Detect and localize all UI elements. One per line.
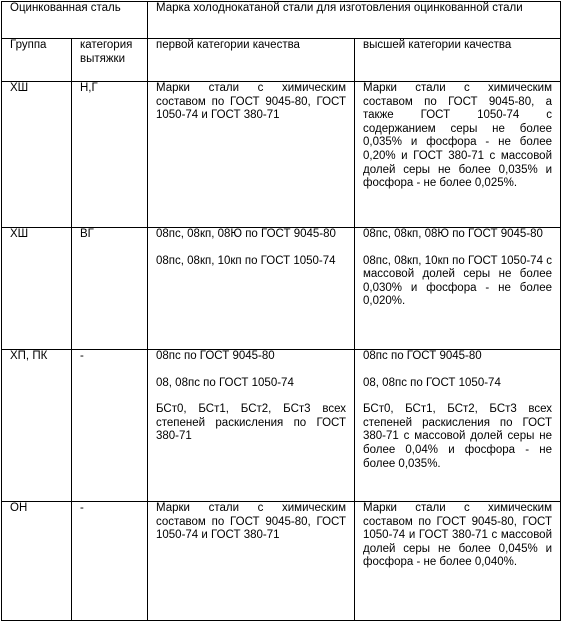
- cell-highest-quality: [355, 350, 561, 502]
- cell-paragraph: 08пс по ГОСТ 9045-80: [363, 350, 482, 362]
- cell-category: Н,Г: [72, 82, 148, 228]
- cell-highest-quality: [355, 228, 561, 350]
- header-galvanized-steel: Оцинкованная сталь: [2, 2, 148, 39]
- subheader-highest-quality: высшей категории качества: [355, 39, 561, 82]
- cell-paragraph: 08, 08пс по ГОСТ 1050-74: [156, 376, 294, 389]
- cell-category: -: [72, 350, 148, 502]
- cell-first-quality: [148, 82, 355, 228]
- cell-paragraph: Марки стали с химическим составом по ГОСТ 9045-80, ГОСТ 1050-74 и ГОСТ 380-71: [156, 82, 346, 122]
- cell-paragraph: 08пс, 08кп, 08Ю по ГОСТ 9045-80: [156, 228, 336, 240]
- subheader-category: категория вытяжки: [72, 39, 148, 82]
- cell-paragraph: 08пс, 08кп, 08Ю по ГОСТ 9045-80: [363, 228, 543, 240]
- cell-group: ХШ: [2, 82, 72, 228]
- cell-first-quality: [148, 228, 355, 350]
- subheader-row: [2, 39, 561, 82]
- cell-first-quality: [148, 350, 355, 502]
- subheader-group: Группа: [2, 39, 72, 82]
- subheader-first-quality: первой категории качества: [148, 39, 355, 82]
- cell-paragraph: 08пс, 08кп, 10кп по ГОСТ 1050-74 с массовой долей серы не более 0,030% и фосфора - не более 0,020%.: [363, 254, 552, 308]
- cell-group: ХШ: [2, 228, 72, 350]
- header-cold-rolled-grade: Марка холоднокатаной стали для изготовления оцинкованной стали: [148, 2, 561, 39]
- table-row: [2, 82, 561, 228]
- cell-highest-quality: [355, 82, 561, 228]
- cell-paragraph: 08, 08пс по ГОСТ 1050-74: [363, 376, 501, 389]
- table-row: [2, 350, 561, 502]
- cell-paragraph: Марки стали с химическим составом по ГОСТ 9045-80, а также ГОСТ 1050-74 с содержанием серы не более 0,035% и фосфора - не более 0,20% и ГОСТ 380-71 с массовой долей серы не более 0,035% и фосфора - не более 0,025%.: [363, 82, 552, 190]
- table-row: [2, 502, 561, 621]
- table-row: [2, 228, 561, 350]
- steel-spec-table: [1, 1, 561, 621]
- cell-paragraph: 08пс по ГОСТ 9045-80: [156, 350, 275, 362]
- cell-group: ОН: [2, 502, 72, 621]
- cell-paragraph: Марки стали с химическим составом по ГОСТ 9045-80, ГОСТ 1050-74 и ГОСТ 380-71: [156, 502, 346, 542]
- cell-paragraph: 08пс, 08кп, 10кп по ГОСТ 1050-74: [156, 254, 336, 267]
- header-row: [2, 2, 561, 39]
- cell-highest-quality: [355, 502, 561, 621]
- cell-paragraph: БСт0, БСт1, БСт2, БСт3 всех степеней раскисления по ГОСТ 380-71 с массовой долей серы не более 0,04% и фосфора - не более 0,035%.: [363, 403, 552, 470]
- cell-category: -: [72, 502, 148, 621]
- cell-paragraph: Марки стали с химическим составом по ГОСТ 9045-80, ГОСТ 1050-74 и ГОСТ 380-71 с массовой долей серы не более 0,045% и фосфора - не более 0,040%.: [363, 502, 552, 569]
- cell-paragraph: БСт0, БСт1, БСт2, БСт3 всех степеней раскисления по ГОСТ 380-71: [156, 403, 346, 443]
- cell-first-quality: [148, 502, 355, 621]
- cell-group: ХП, ПК: [2, 350, 72, 502]
- cell-category: ВГ: [72, 228, 148, 350]
